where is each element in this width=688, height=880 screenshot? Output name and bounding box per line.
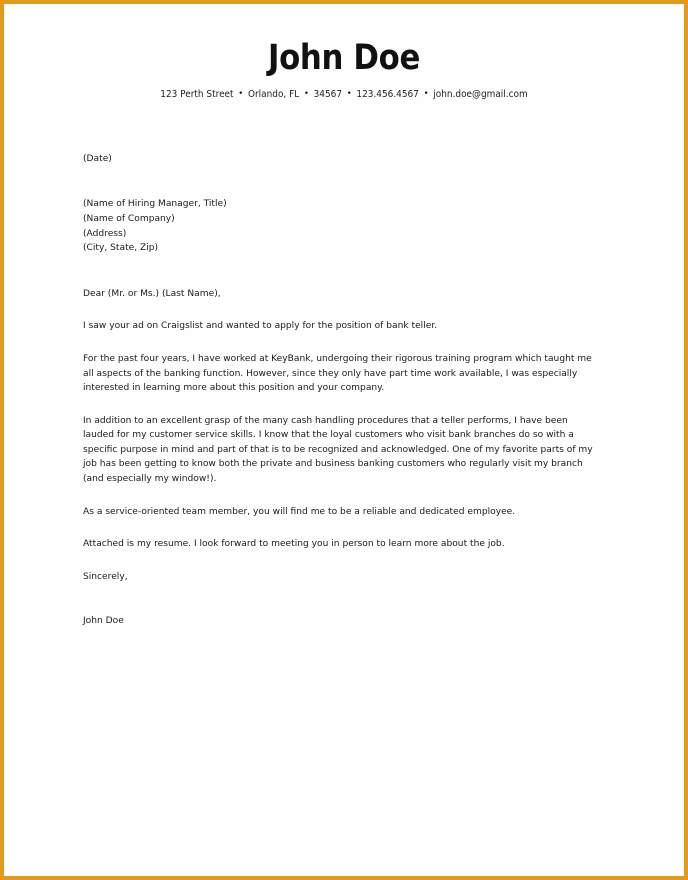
date-line: (Date) <box>83 153 112 164</box>
bullet-separator-icon: • <box>303 89 309 100</box>
letter-paragraph: In addition to an excellent grasp of the many cash handling procedures that a teller performs, I have been lauded for my customer service skills. I know that the loyal customers who visit bank branches do so with a specific purpose in mind and part of that is to be recognized and acknowledged. One of my favorite parts of my job has been getting to know both the private and business banking customers who regularly visit my branch (and especially my window!). <box>83 415 593 485</box>
contact-city-state: Orlando, FL <box>247 88 300 100</box>
signature-name: John Doe <box>83 616 124 627</box>
bullet-separator-icon: • <box>346 89 352 100</box>
contact-street: 123 Perth Street <box>160 88 234 100</box>
recipient-address: (Address) <box>83 228 127 239</box>
letter-body <box>4 152 684 629</box>
contact-phone: 123.456.4567 <box>356 88 419 100</box>
bullet-separator-icon: • <box>423 89 429 100</box>
contact-email: john.doe@gmail.com <box>433 88 528 100</box>
contact-zip: 34567 <box>313 88 343 100</box>
letter-paragraph: I saw your ad on Craigslist and wanted to apply for the position of bank teller. <box>83 321 438 332</box>
salutation: Dear (Mr. or Ms.) (Last Name), <box>83 288 221 299</box>
letterhead <box>4 4 684 100</box>
letter-paragraph: Attached is my resume. I look forward to meeting you in person to learn more about the job. <box>83 539 505 550</box>
letter-sheet <box>4 4 684 876</box>
recipient-city-state-zip: (City, State, Zip) <box>83 243 159 254</box>
recipient-company: (Name of Company) <box>83 213 175 224</box>
closing-line: Sincerely, <box>83 571 128 582</box>
recipient-address-block <box>83 197 600 255</box>
letter-paragraph: For the past four years, I have worked at KeyBank, undergoing their rigorous training program which taught me all aspects of the banking function. However, since they only have part time work available, I was especially interested in learning more about this position and your company. <box>83 353 592 394</box>
bullet-separator-icon: • <box>238 89 244 100</box>
contact-info-line <box>24 89 663 100</box>
page-title: John Doe <box>267 38 420 78</box>
letter-paragraph: As a service-oriented team member, you will find me to be a reliable and dedicated employee. <box>83 506 516 517</box>
recipient-manager: (Name of Hiring Manager, Title) <box>83 199 227 210</box>
